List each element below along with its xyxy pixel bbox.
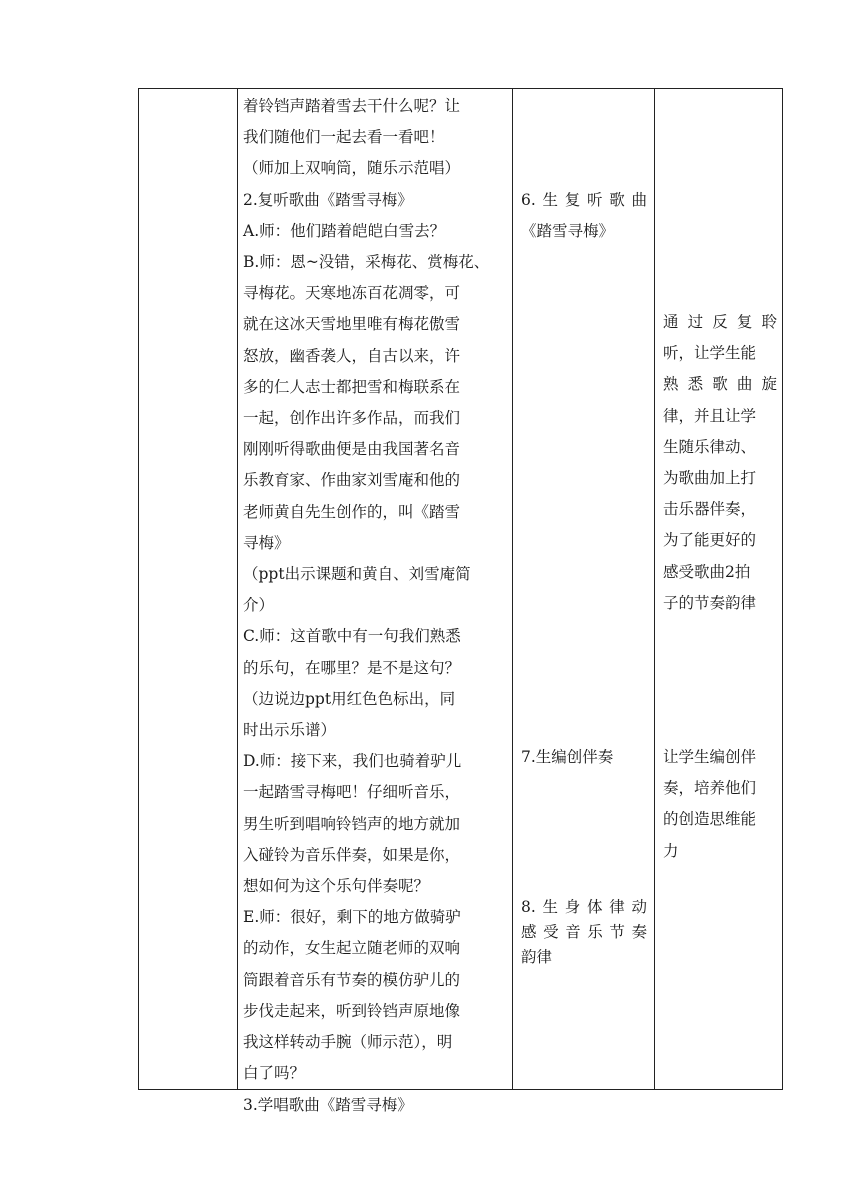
text-line: 感受音乐节奏 bbox=[521, 923, 647, 941]
text-line: 我们随他们一起去看一看吧！ bbox=[243, 128, 445, 147]
text-line: 的乐句，在哪里？是不是这句？ bbox=[243, 658, 461, 677]
text-line: 的创造思维能 bbox=[663, 810, 757, 829]
text-line: 怒放，幽香袭人，自古以来，许 bbox=[243, 346, 461, 365]
text-line: D.师：接下来，我们也骑着驴儿 bbox=[243, 752, 462, 771]
text-line: E.师：很好，剩下的地方做骑驴 bbox=[243, 908, 461, 927]
text-line: 7.生编创伴奏 bbox=[521, 748, 614, 766]
text-line: 奏，培养他们 bbox=[663, 779, 757, 798]
text-line: 《踏雪寻梅》 bbox=[521, 222, 615, 241]
text-line: 男生听到唱响铃铛声的地方就加 bbox=[243, 814, 461, 833]
column-divider bbox=[654, 89, 655, 1089]
text-line: 我这样转动手腕（师示范），明 bbox=[243, 1033, 453, 1052]
text-line: 为了能更好的 bbox=[663, 531, 757, 550]
text-line: 韵律 bbox=[521, 948, 553, 966]
text-line: 听，让学生能 bbox=[663, 344, 757, 363]
text-line: 一起，创作出许多作品，而我们 bbox=[243, 409, 461, 428]
student-activity-6 bbox=[521, 185, 647, 247]
text-line: 着铃铛声踏着雪去干什么呢？让 bbox=[243, 97, 461, 115]
text-line: 就在这冰天雪地里唯有梅花傲雪 bbox=[243, 315, 461, 334]
student-activity-7 bbox=[521, 742, 647, 773]
text-line: 入碰铃为音乐伴奏，如果是你， bbox=[243, 845, 461, 864]
design-intent-2 bbox=[663, 742, 777, 867]
text-line: A.师：他们踏着皑皑白雪去？ bbox=[243, 221, 446, 240]
text-line: 8.生身体律动 bbox=[521, 898, 647, 916]
column-divider bbox=[512, 89, 513, 1089]
design-intent-1 bbox=[663, 307, 777, 619]
text-line: （ppt出示课题和黄自、刘雪庵简 bbox=[243, 565, 471, 584]
text-line: 步伐走起来，听到铃铛声原地像 bbox=[243, 1001, 461, 1020]
text-line: 熟悉歌曲旋 bbox=[663, 375, 777, 394]
text-line: 的动作，女生起立随老师的双响 bbox=[243, 939, 461, 958]
teacher-activity-cell bbox=[243, 91, 511, 1121]
text-line: 感受歌曲2拍 bbox=[663, 562, 751, 581]
text-line: 寻梅》 bbox=[243, 533, 290, 552]
column-divider bbox=[237, 89, 238, 1089]
text-line: 老师黄自先生创作的，叫《踏雪 bbox=[243, 502, 461, 521]
text-line: 6.生复听歌曲 bbox=[521, 191, 647, 209]
text-line: 介） bbox=[243, 596, 275, 615]
text-line: 刚刚听得歌曲便是由我国著名音 bbox=[243, 440, 461, 459]
text-line: 生随乐律动、 bbox=[663, 437, 757, 456]
text-line: B.师：恩~没错，采梅花、赏梅花、 bbox=[243, 253, 490, 272]
text-line: C.师：这首歌中有一句我们熟悉 bbox=[243, 627, 461, 646]
text-line: 筒跟着音乐有节奏的模仿驴儿的 bbox=[243, 970, 461, 989]
text-line: （边说边ppt用红色色标出，同 bbox=[243, 689, 456, 708]
text-line: 力 bbox=[663, 841, 679, 860]
text-line: 让学生编创伴 bbox=[663, 748, 757, 766]
text-line: 时出示乐谱） bbox=[243, 721, 337, 740]
text-line: 子的节奏韵律 bbox=[663, 593, 757, 612]
text-line: 3.学唱歌曲《踏雪寻梅》 bbox=[243, 1095, 413, 1114]
text-line: 为歌曲加上打 bbox=[663, 469, 757, 488]
text-line: 寻梅花。天寒地冻百花凋零，可 bbox=[243, 284, 461, 303]
text-line: 想如何为这个乐句伴奏呢？ bbox=[243, 877, 430, 896]
empty-first-column-cell bbox=[139, 89, 237, 1089]
text-line: 乐教育家、作曲家刘雪庵和他的 bbox=[243, 471, 461, 490]
text-line: 律，并且让学 bbox=[663, 406, 757, 425]
text-line: 通过反复聆 bbox=[663, 313, 777, 331]
text-line: 击乐器伴奏， bbox=[663, 500, 757, 519]
text-line: （师加上双响筒，随乐示范唱） bbox=[243, 159, 461, 178]
student-activity-8 bbox=[521, 895, 647, 970]
text-line: 多的仁人志士都把雪和梅联系在 bbox=[243, 377, 461, 396]
text-line: 2.复听歌曲《踏雪寻梅》 bbox=[243, 190, 413, 209]
text-line: 一起踏雪寻梅吧！仔细听音乐， bbox=[243, 783, 461, 802]
text-line: 白了吗？ bbox=[243, 1064, 306, 1083]
lesson-plan-table bbox=[138, 88, 783, 1114]
